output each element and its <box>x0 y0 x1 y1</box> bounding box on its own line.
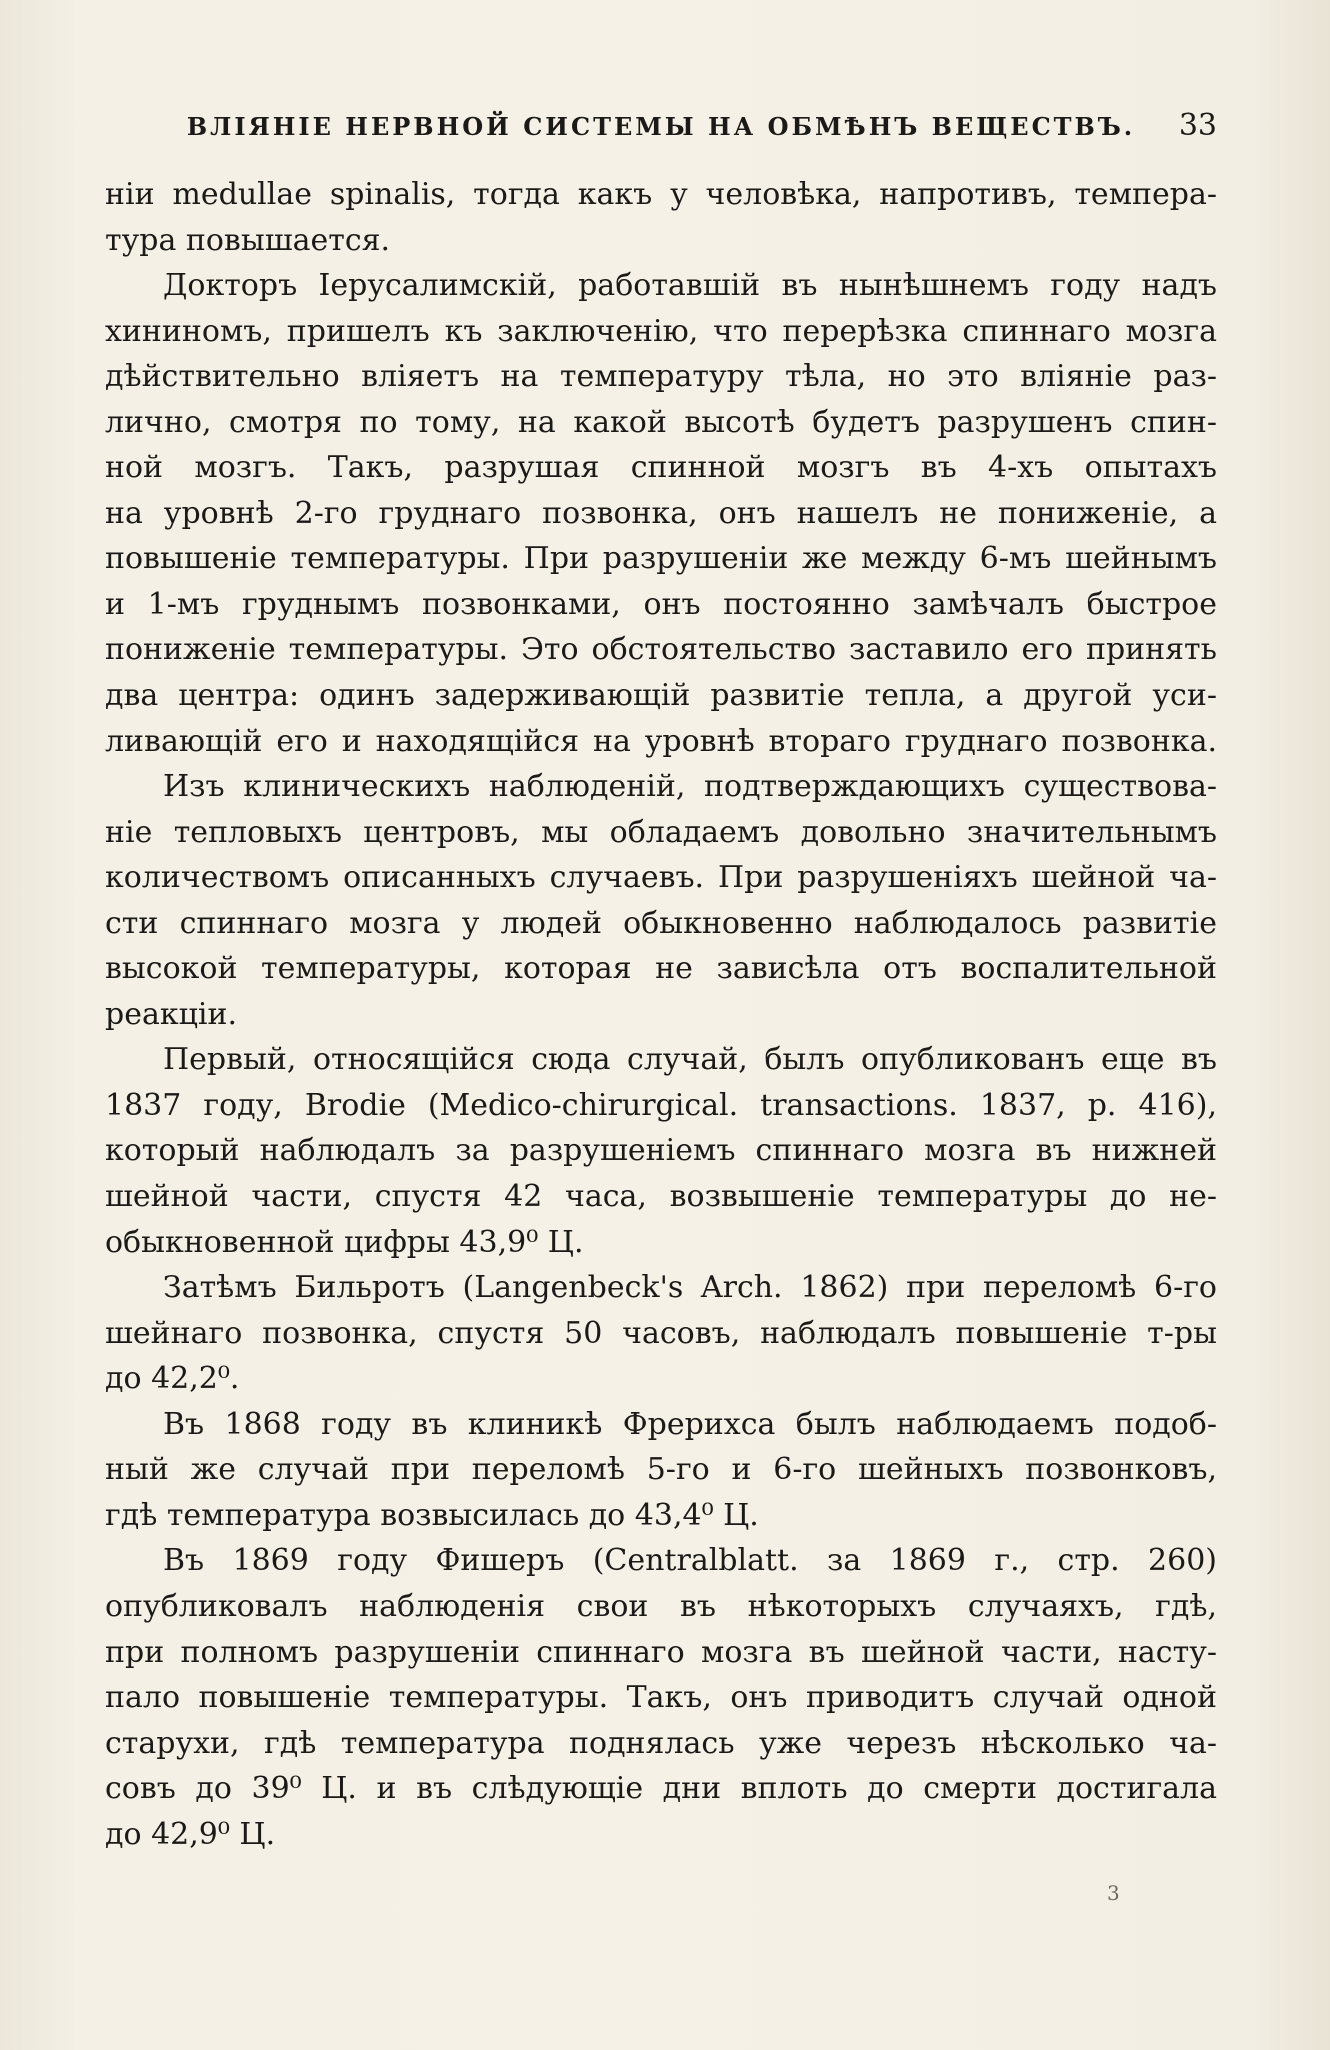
text-line: шейной части, спустя 42 часа, возвышеніе температуры до не- <box>105 1179 1217 1215</box>
text-line: опубликовалъ наблюденія свои въ нѣкоторыхъ случаяхъ, гдѣ, <box>105 1588 1217 1624</box>
text-line: ной мозгъ. Такъ, разрушая спинной мозгъ въ 4-хъ опытахъ <box>105 450 1217 486</box>
text-line: совъ до 39⁰ Ц. и въ слѣдующіе дни вплоть до смерти достигала <box>105 1771 1217 1807</box>
text-line: реакціи. <box>105 996 238 1032</box>
text-line: высокой температуры, которая не зависѣла отъ воспалительной <box>105 951 1217 987</box>
text-line: и 1-мъ груднымъ позвонками, онъ постоянно замѣчалъ быстрое <box>105 586 1217 622</box>
text-line: повышеніе температуры. При разрушеніи же между 6-мъ шейнымъ <box>105 541 1217 577</box>
text-line: тура повышается. <box>105 222 391 258</box>
text-line: гдѣ температура возвысилась до 43,4⁰ Ц. <box>105 1497 759 1533</box>
text-line: Докторъ Іерусалимскій, работавшій въ нынѣшнемъ году надъ <box>163 268 1217 304</box>
text-line: лично, смотря по тому, на какой высотѣ будетъ разрушенъ спин- <box>105 404 1217 440</box>
body-text <box>105 172 1217 1857</box>
text-line: пониженіе температуры. Это обстоятельство заставило его принять <box>105 632 1217 668</box>
text-line: количествомъ описанныхъ случаевъ. При разрушеніяхъ шейной ча- <box>105 860 1217 896</box>
text-line: обыкновенной цифры 43,9⁰ Ц. <box>105 1224 584 1260</box>
signature-mark: 3 <box>1107 1881 1120 1905</box>
text-line: ніе тепловыхъ центровъ, мы обладаемъ довольно значительнымъ <box>105 814 1217 850</box>
text-line: ливающій его и находящійся на уровнѣ втораго груднаго позвонка. <box>105 723 1217 759</box>
text-line: который наблюдалъ за разрушеніемъ спиннаго мозга въ нижней <box>105 1133 1217 1169</box>
text-line: дѣйствительно вліяетъ на температуру тѣла, но это вліяніе раз- <box>105 359 1217 395</box>
text-line: Въ 1869 году Фишеръ (Centralblatt. за 1869 г., стр. 260) <box>163 1543 1217 1579</box>
text-line: Первый, относящійся сюда случай, былъ опубликованъ еще въ <box>163 1042 1217 1078</box>
text-line: Въ 1868 году въ клиникѣ Фрерихса былъ наблюдаемъ подоб- <box>163 1406 1217 1442</box>
text-line: при полномъ разрушеніи спиннаго мозга въ шейной части, насту- <box>105 1634 1217 1670</box>
text-line: два центра: одинъ задерживающій развитіе тепла, а другой уси- <box>105 678 1217 714</box>
text-line: старухи, гдѣ температура поднялась уже черезъ нѣсколько ча- <box>105 1725 1217 1761</box>
running-title: ВЛІЯНІЕ НЕРВНОЙ СИСТЕМЫ НА ОБМѢНЪ ВЕЩЕСТВЪ. <box>186 112 1136 141</box>
page-number: 33 <box>1178 108 1217 143</box>
text-line: 1837 году, Brodie (Medico-chirurgical. transactions. 1837, p. 416), <box>105 1087 1217 1123</box>
text-line: ніи medullae spinalis, тогда какъ у человѣка, напротивъ, темпера- <box>105 177 1217 212</box>
running-head <box>105 108 1217 148</box>
text-line: до 42,2⁰. <box>105 1361 240 1397</box>
text-line: Изъ клиническихъ наблюденій, подтверждающихъ существова- <box>163 769 1217 805</box>
text-line: хининомъ, пришелъ къ заключенію, что перерѣзка спиннаго мозга <box>105 313 1217 349</box>
text-line: Затѣмъ Бильротъ (Langenbeck's Arch. 1862) при переломѣ 6-го <box>163 1270 1217 1306</box>
text-line: до 42,9⁰ Ц. <box>105 1816 276 1852</box>
text-line: на уровнѣ 2-го груднаго позвонка, онъ нашелъ не пониженіе, а <box>105 495 1217 531</box>
text-line: шейнаго позвонка, спустя 50 часовъ, наблюдалъ повышеніе т-ры <box>105 1315 1217 1351</box>
text-line: пало повышеніе температуры. Такъ, онъ приводитъ случай одной <box>105 1680 1217 1716</box>
text-line: ный же случай при переломѣ 5-го и 6-го шейныхъ позвонковъ, <box>105 1452 1217 1488</box>
text-line: сти спиннаго мозга у людей обыкновенно наблюдалось развитіе <box>105 905 1217 941</box>
